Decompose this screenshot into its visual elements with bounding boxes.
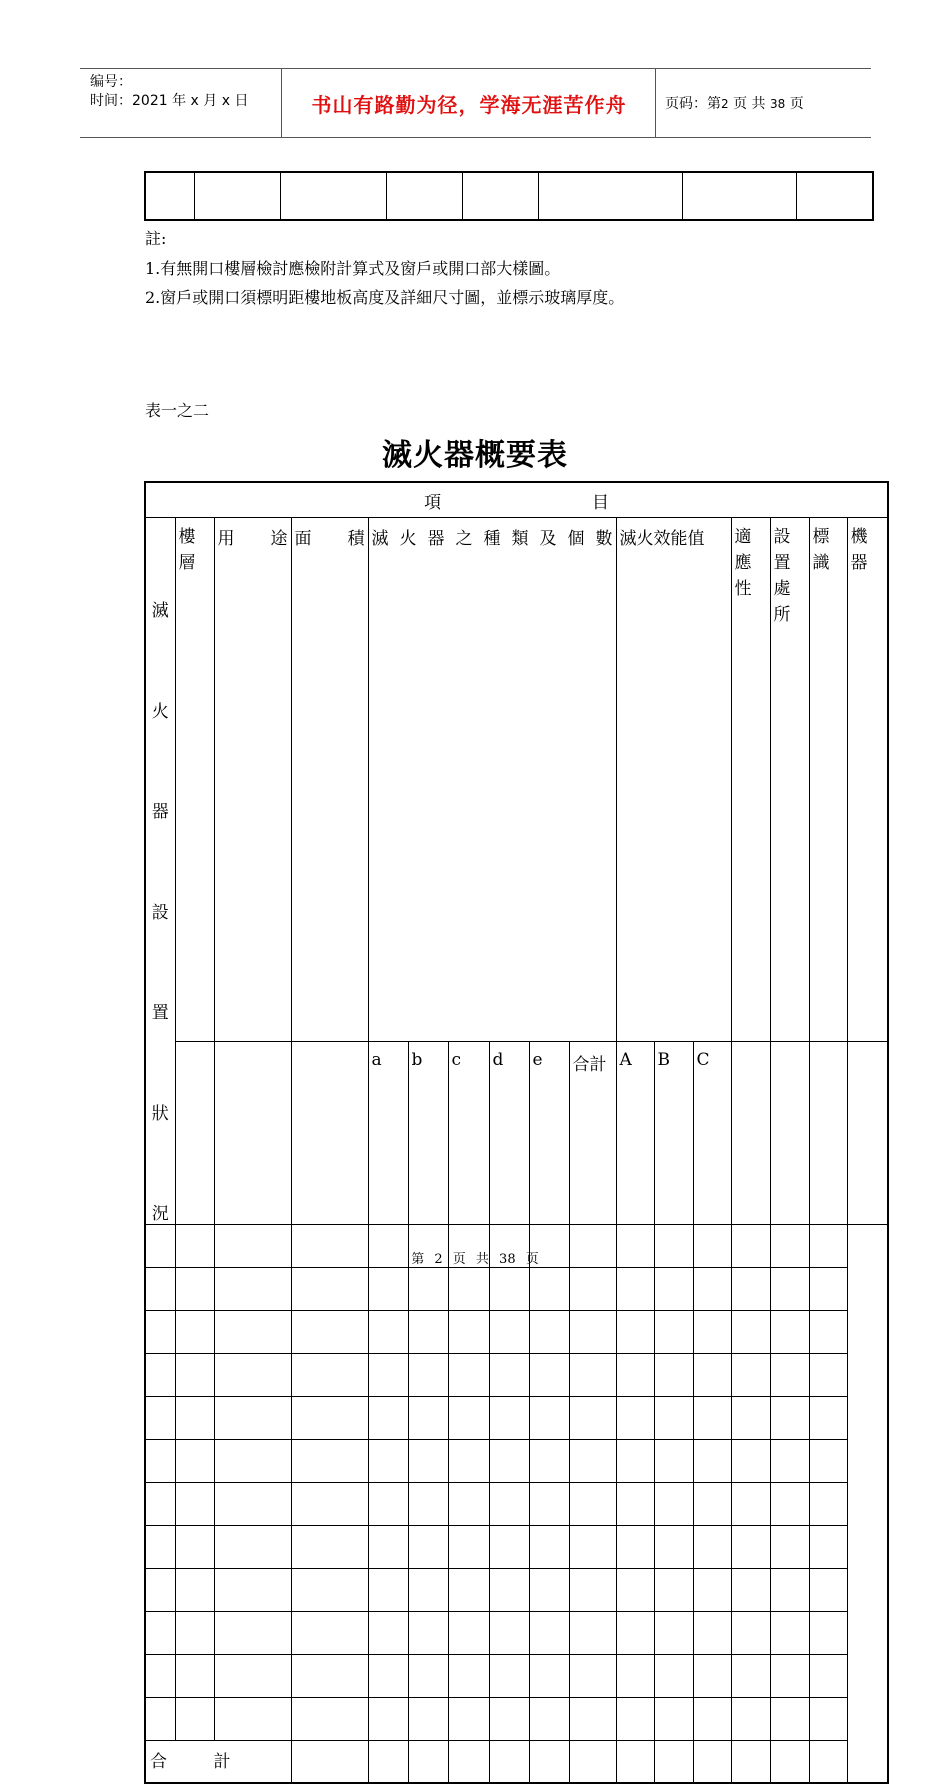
table-cell — [145, 1698, 175, 1741]
table-cell — [214, 1655, 291, 1698]
table-cell — [731, 1655, 770, 1698]
col-area: 面 積 — [291, 518, 368, 1042]
table-cell — [368, 1268, 408, 1311]
table-cell — [291, 1354, 368, 1397]
table-cell — [175, 1440, 214, 1483]
table-cell — [693, 1397, 731, 1440]
item-header: 項 目 — [145, 482, 888, 518]
table-cell — [569, 1440, 616, 1483]
table-cell — [529, 1483, 569, 1526]
table-cell — [368, 1655, 408, 1698]
table-cell — [448, 1268, 489, 1311]
table-cell — [214, 1440, 291, 1483]
table-cell — [616, 1698, 654, 1741]
table-cell — [693, 1612, 731, 1655]
table-cell — [214, 1526, 291, 1569]
table-cell — [809, 1311, 847, 1354]
table-cell — [214, 1698, 291, 1741]
table-cell — [654, 1526, 693, 1569]
extinguisher-summary-table — [144, 481, 889, 1784]
table-cell — [175, 1655, 214, 1698]
header-motto: 书山有路勤为径，学海无涯苦作舟 — [311, 92, 627, 117]
table-row — [145, 1569, 888, 1612]
table-row — [145, 1397, 888, 1440]
table-cell — [145, 1397, 175, 1440]
table-cell — [809, 1655, 847, 1698]
table-cell — [693, 1698, 731, 1741]
table-cell — [145, 1354, 175, 1397]
table-cell — [731, 1569, 770, 1612]
table-cell — [693, 1311, 731, 1354]
table-cell — [408, 1354, 448, 1397]
table-cell — [408, 1311, 448, 1354]
table-cell — [731, 1268, 770, 1311]
subcol-c: c — [448, 1041, 489, 1224]
table-cell — [693, 1569, 731, 1612]
table-cell — [529, 1354, 569, 1397]
table-cell — [145, 1612, 175, 1655]
table-cell — [408, 1483, 448, 1526]
col-use: 用 途 — [214, 518, 291, 1042]
table-cell — [291, 1569, 368, 1612]
table-cell — [368, 1569, 408, 1612]
subcol-total: 合計 — [569, 1041, 616, 1224]
table-cell — [175, 1397, 214, 1440]
table-cell — [214, 1483, 291, 1526]
table-row — [145, 1268, 888, 1311]
table-cell — [654, 1397, 693, 1440]
table-cell — [145, 1268, 175, 1311]
table-cell — [654, 1698, 693, 1741]
table-cell — [569, 1655, 616, 1698]
table-cell — [529, 1698, 569, 1741]
table-cell — [408, 1612, 448, 1655]
table-row — [145, 1526, 888, 1569]
table-cell — [489, 1354, 529, 1397]
table-cell — [291, 1440, 368, 1483]
table-cell — [569, 1526, 616, 1569]
table-cell — [175, 1612, 214, 1655]
side-label: 滅 火 器 設 置 狀 況 — [145, 518, 175, 1225]
table-cell — [489, 1612, 529, 1655]
table-cell — [569, 1397, 616, 1440]
table-cell — [489, 1268, 529, 1311]
table-cell — [731, 1698, 770, 1741]
table-cell — [529, 1311, 569, 1354]
table-row — [145, 1354, 888, 1397]
table-row — [145, 482, 888, 518]
table-cell — [145, 1311, 175, 1354]
table-cell — [175, 1698, 214, 1741]
table-cell — [569, 1311, 616, 1354]
table-cell — [408, 1698, 448, 1741]
table-cell — [731, 1354, 770, 1397]
table-cell — [770, 1569, 809, 1612]
table-cell — [291, 1526, 368, 1569]
col-efficacy: 滅火效能值 — [616, 518, 731, 1042]
table-cell — [448, 1354, 489, 1397]
table-cell — [448, 1440, 489, 1483]
table-cell — [770, 1698, 809, 1741]
table-cell — [214, 1612, 291, 1655]
table-cell — [569, 1268, 616, 1311]
table-cell — [529, 1268, 569, 1311]
table-cell — [529, 1397, 569, 1440]
table-cell — [214, 1569, 291, 1612]
table-cell — [368, 1612, 408, 1655]
table-cell — [489, 1655, 529, 1698]
table-cell — [408, 1655, 448, 1698]
table-cell — [291, 1655, 368, 1698]
table-cell — [489, 1311, 529, 1354]
table-cell — [616, 1526, 654, 1569]
page-footer: 第 2 页 共 38 页 — [411, 1252, 539, 1267]
table-cell — [214, 1268, 291, 1311]
table-cell — [770, 1311, 809, 1354]
table-cell — [809, 1440, 847, 1483]
table-cell — [616, 1569, 654, 1612]
table-cell — [731, 1311, 770, 1354]
table-cell — [145, 1440, 175, 1483]
col-suitability: 適應性 — [731, 518, 770, 1042]
table-cell — [654, 1268, 693, 1311]
table-cell — [214, 1397, 291, 1440]
page-indicator: 页码：第2 页 共 38 页 — [665, 96, 804, 112]
table-cell — [770, 1397, 809, 1440]
table-cell — [368, 1526, 408, 1569]
table-cell — [291, 1268, 368, 1311]
table-cell — [408, 1440, 448, 1483]
table-cell — [731, 1397, 770, 1440]
table-cell — [809, 1483, 847, 1526]
table-cell — [616, 1483, 654, 1526]
table-cell — [291, 1698, 368, 1741]
table-cell — [489, 1483, 529, 1526]
table-row — [145, 1698, 888, 1741]
table-cell — [448, 1311, 489, 1354]
table-cell — [175, 1569, 214, 1612]
col-device: 機器 — [847, 518, 888, 1042]
table-cell — [770, 1354, 809, 1397]
table-cell — [616, 1397, 654, 1440]
table-cell — [731, 1440, 770, 1483]
table-cell — [529, 1569, 569, 1612]
table-cell — [731, 1526, 770, 1569]
time-label: 时间：2021 年 x 月 x 日 — [90, 93, 249, 109]
table-cell — [145, 1483, 175, 1526]
table-cell — [145, 1526, 175, 1569]
table-cell — [448, 1526, 489, 1569]
table-cell — [175, 1354, 214, 1397]
document-header — [80, 68, 871, 138]
table-cell — [448, 1698, 489, 1741]
table-cell — [770, 1440, 809, 1483]
note-item: 2.窗戶或開口須標明距樓地板高度及詳細尺寸圖，並標示玻璃厚度。 — [145, 288, 625, 307]
table-cell — [569, 1483, 616, 1526]
table-cell — [529, 1526, 569, 1569]
table-cell — [569, 1612, 616, 1655]
table-cell — [368, 1311, 408, 1354]
subcol-d: d — [489, 1041, 529, 1224]
table-cell — [809, 1354, 847, 1397]
subcol-b: b — [408, 1041, 448, 1224]
col-floor: 樓層 — [175, 518, 214, 1042]
table-cell — [654, 1311, 693, 1354]
table-cell — [489, 1569, 529, 1612]
table-cell — [616, 1655, 654, 1698]
table-cell — [569, 1698, 616, 1741]
table-cell — [489, 1526, 529, 1569]
table-subheader-row — [145, 1041, 888, 1224]
table-cell — [529, 1440, 569, 1483]
table-cell — [770, 1483, 809, 1526]
table-cell — [693, 1483, 731, 1526]
table-cell — [616, 1354, 654, 1397]
table-cell — [214, 1354, 291, 1397]
table-cell — [489, 1397, 529, 1440]
table-cell — [529, 1655, 569, 1698]
col-types: 滅 火 器 之 種 類 及 個 數 — [368, 518, 616, 1042]
subcol-a: a — [368, 1041, 408, 1224]
table-cell — [448, 1612, 489, 1655]
table-label: 表一之二 — [145, 401, 210, 420]
table-cell — [291, 1612, 368, 1655]
col-marking: 標識 — [809, 518, 847, 1042]
table-cell — [489, 1698, 529, 1741]
table-cell — [175, 1311, 214, 1354]
table-cell — [175, 1483, 214, 1526]
table-cell — [809, 1612, 847, 1655]
table-cell — [693, 1526, 731, 1569]
note-item: 1.有無開口樓層檢討應檢附計算式及窗戶或開口部大樣圖。 — [145, 259, 561, 278]
table-cell — [770, 1655, 809, 1698]
table-cell — [214, 1311, 291, 1354]
table-cell — [731, 1612, 770, 1655]
table-cell — [616, 1311, 654, 1354]
table-cell — [368, 1397, 408, 1440]
subcol-B: B — [654, 1041, 693, 1224]
table-cell — [770, 1612, 809, 1655]
table-cell — [770, 1526, 809, 1569]
table-cell — [408, 1268, 448, 1311]
table-cell — [809, 1569, 847, 1612]
table-row — [145, 1440, 888, 1483]
table-cell — [448, 1655, 489, 1698]
table-cell — [145, 1569, 175, 1612]
table-cell — [731, 1483, 770, 1526]
table-cell — [368, 1354, 408, 1397]
table-cell — [175, 1526, 214, 1569]
table-cell — [291, 1397, 368, 1440]
table-row — [145, 1311, 888, 1354]
table-cell — [693, 1354, 731, 1397]
table-cell — [616, 1268, 654, 1311]
table-cell — [408, 1569, 448, 1612]
page-title: 滅火器概要表 — [382, 438, 568, 473]
col-location: 設置處所 — [770, 518, 809, 1042]
table-cell — [654, 1483, 693, 1526]
header-meta — [90, 73, 248, 111]
table-row — [145, 172, 873, 220]
table-cell — [448, 1397, 489, 1440]
notes-label: 註: — [145, 229, 167, 248]
top-empty-table — [144, 171, 874, 221]
table-row — [145, 1655, 888, 1698]
table-cell — [654, 1440, 693, 1483]
table-cell — [693, 1268, 731, 1311]
number-label: 编号： — [90, 74, 132, 90]
table-cell — [654, 1354, 693, 1397]
table-cell — [809, 1268, 847, 1311]
table-cell — [408, 1397, 448, 1440]
table-cell — [654, 1569, 693, 1612]
table-cell — [770, 1268, 809, 1311]
table-row — [145, 1483, 888, 1526]
table-cell — [291, 1311, 368, 1354]
table-cell — [693, 1440, 731, 1483]
table-cell — [654, 1612, 693, 1655]
table-cell — [145, 1655, 175, 1698]
table-cell — [529, 1612, 569, 1655]
table-cell — [569, 1354, 616, 1397]
table-cell — [693, 1655, 731, 1698]
table-cell — [291, 1483, 368, 1526]
table-cell — [616, 1612, 654, 1655]
subcol-C: C — [693, 1041, 731, 1224]
table-cell — [448, 1483, 489, 1526]
subcol-e: e — [529, 1041, 569, 1224]
table-cell — [809, 1698, 847, 1741]
table-cell — [616, 1440, 654, 1483]
table-cell — [448, 1569, 489, 1612]
table-cell — [809, 1397, 847, 1440]
table-cell — [654, 1655, 693, 1698]
total-row — [145, 1741, 888, 1784]
total-label: 合 計 — [145, 1741, 291, 1784]
table-cell — [809, 1526, 847, 1569]
table-header-row — [145, 518, 888, 1042]
table-cell — [368, 1483, 408, 1526]
table-cell — [368, 1440, 408, 1483]
subcol-A: A — [616, 1041, 654, 1224]
table-cell — [368, 1698, 408, 1741]
table-cell — [489, 1440, 529, 1483]
table-row — [145, 1612, 888, 1655]
table-cell — [569, 1569, 616, 1612]
table-cell — [408, 1526, 448, 1569]
table-cell — [175, 1268, 214, 1311]
